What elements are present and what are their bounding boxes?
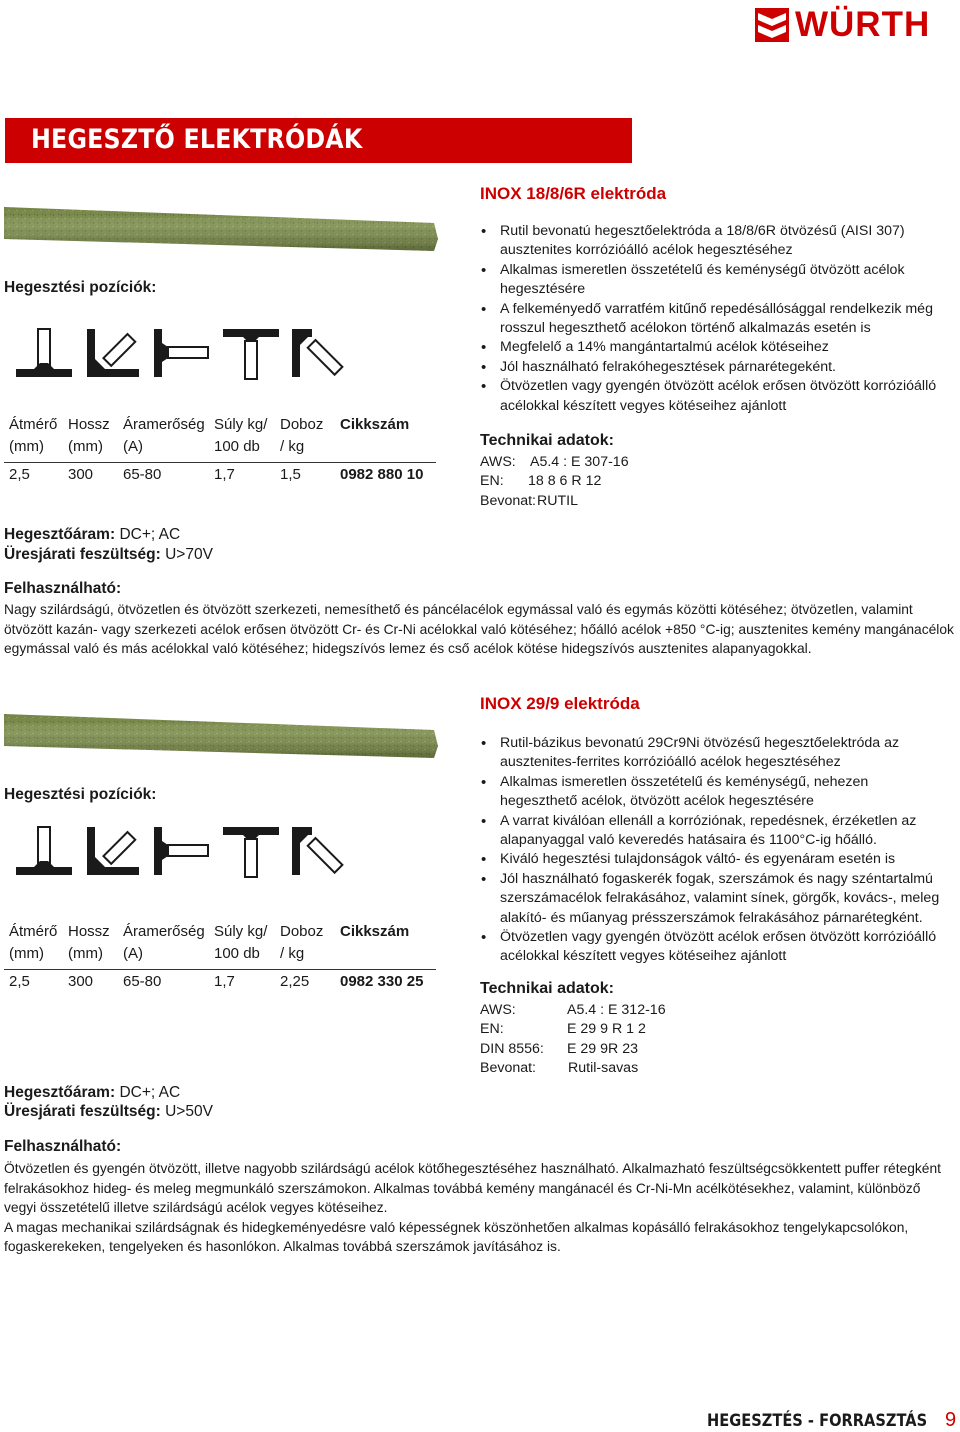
list-item: • Kiváló hegesztési tulajdonságok váltó- és egyenáram esetén is — [480, 850, 940, 869]
cell-box: 1,5 — [280, 466, 301, 483]
section-title: INOX 18/8/6R elektróda — [480, 184, 667, 203]
tech-row-en: EN: 18 8 6 R 12 — [480, 473, 602, 490]
cell-article-number: 0982 330 25 — [340, 973, 424, 990]
col-header-weight: Súly kg/ 100 db — [214, 923, 268, 962]
list-item: • Rutil bevonatú hegesztőelektróda a 18/8/6R ötvözésű (AISI 307) ausztenites korrózióálló acélok hegesztéséhez — [480, 222, 940, 261]
electrode-rod-image — [4, 205, 440, 253]
brand-name: WÜRTH — [795, 5, 931, 44]
list-item: • Rutil-bázikus bevonatú 29Cr9Ni ötvözésű hegesztőelektróda az ausztenites-ferrites korrózióálló acélok hegesztéséhez — [480, 734, 940, 773]
horizontal-fillet-position-icon — [81, 325, 145, 381]
footer-section-name: HEGESZTÉS - FORRASZTÁS — [707, 1411, 928, 1431]
page-title-bar — [5, 118, 632, 163]
usage-text: Ötvözetlen és gyengén ötvözött, illetve nagyobb szilárdságú acélok kötőhegesztéséhez használható. Alkalmazható feszültségcsökkentett puffer rétegként felrakásokhoz hideg- és meleg megmunkáló szerszámokon. Alkalmas továbbá kemény mangánacél és Cr-Ni-Mn acélkötésekhez, valamint, különböző vegyi összetételű illetve szilárdságú acélok vegyes kötéseihez. A magas mechanikai szilárdságnak és hidegkeményedésre való képességnek köszönhetően alkalmas kopásálló felrakásokhoz tengelykapcsolókon, fogaskerekeken, tengelyeken és hasonlókon. Alkalmas továbbá szerszámok javításához is. — [4, 1161, 941, 1255]
cell-current: 65-80 — [123, 973, 162, 990]
overhead-fillet-position-icon — [288, 325, 352, 381]
tech-row-en: EN: E 29 9 R 1 2 — [480, 1021, 646, 1038]
list-item: • A varrat kiválóan ellenáll a korróziónak, repedésnek, érzéketlen az alapanyaggal való keveredés hatásaira és 1100°C-ig hőálló. — [480, 812, 940, 851]
welding-positions — [12, 823, 357, 879]
cell-diameter: 2,5 — [9, 973, 30, 990]
tech-data — [480, 1001, 666, 1079]
list-item: • Ötvözetlen vagy gyengén ötvözött acélok erősen ötvözött korrózióálló acélokkal készített vegyes kötéseihez ajánlott — [480, 928, 940, 967]
list-item: • A felkeményedő varratfém kitűnő repedésállósággal rendelkezik még rosszul hegeszthető acélokon történő alkalmazás esetén is — [480, 300, 940, 339]
col-header-box: Doboz / kg — [280, 416, 324, 455]
welding-positions-label: Hegesztési pozíciók: — [4, 279, 157, 296]
overhead-position-icon — [219, 325, 283, 381]
flat-position-icon — [12, 823, 76, 879]
usage-title: Felhasználható: — [4, 1138, 122, 1155]
cell-weight: 1,7 — [214, 973, 235, 990]
list-item: • Jól használható felrakóhegesztések párnarétegeként. — [480, 358, 940, 377]
list-item: • Ötvözetlen vagy gyengén ötvözött acélok erősen ötvözött korrózióálló acélokkal készített vegyes kötéseihez ajánlott — [480, 377, 940, 416]
horizontal-fillet-position-icon — [81, 823, 145, 879]
tech-row-aws: AWS: A5.4 : E 307-16 — [480, 454, 629, 470]
tech-data-title: Technikai adatok: — [480, 432, 614, 449]
table-divider — [4, 462, 436, 463]
col-header-article: Cikkszám — [340, 416, 410, 433]
usage-text: Nagy szilárdságú, ötvözetlen és ötvözött szerkezeti, nemesíthető és páncélacélok egymással való és egymás közötti kötéséhez; ötvözetlen, valamint ötvözött kazán- vagy szerkezeti acélok erősen ötvözött Cr- és Cr-Ni acélokkal való kötéséhez; hőálló acélok +850 °C-ig; ausztenites kemény mangánacélok egymással való és más acélokkal való kötéséhez; hidegszívós lemez és cső acélok kötése hidegszívós ausztenites alapanyagokkal. — [4, 602, 954, 657]
welding-current: Hegesztőáram: DC+; AC — [4, 1084, 181, 1101]
welding-positions-label: Hegesztési pozíciók: — [4, 786, 157, 803]
feature-list — [480, 222, 940, 416]
list-item: • Alkalmas ismeretlen összetételű és keménységű, nehezen hegeszthető acélok, ötvözött acélok hegesztésére — [480, 773, 940, 812]
col-header-box: Doboz / kg — [280, 923, 324, 962]
cell-length: 300 — [68, 466, 94, 483]
cell-current: 65-80 — [123, 466, 162, 483]
tech-data-title: Technikai adatok: — [480, 980, 614, 997]
open-circuit-voltage: Üresjárati feszültség: U>50V — [4, 1103, 213, 1120]
overhead-fillet-position-icon — [288, 823, 352, 879]
page-footer — [707, 1411, 960, 1431]
page-title: HEGESZTŐ ELEKTRÓDÁK — [31, 124, 363, 155]
list-item: • Megfelelő a 14% mangántartalmú acélok kötéseihez — [480, 338, 940, 357]
spec-table — [4, 414, 436, 494]
brand-logo — [755, 6, 955, 44]
welding-positions — [12, 325, 357, 381]
overhead-position-icon — [219, 823, 283, 879]
cell-box: 2,25 — [280, 973, 310, 990]
spec-table — [4, 921, 436, 1001]
feature-list — [480, 734, 940, 967]
cell-length: 300 — [68, 973, 94, 990]
col-header-article: Cikkszám — [340, 923, 410, 940]
electrode-rod-image — [4, 712, 440, 760]
usage-title: Felhasználható: — [4, 580, 122, 597]
col-header-current: Áramerőség (A) — [123, 416, 205, 455]
wurth-logo-icon — [755, 8, 789, 42]
table-divider — [4, 969, 436, 970]
tech-row-coating: Bevonat: Rutil-savas — [480, 1060, 639, 1077]
list-item: • Jól használható fogaskerék fogak, szerszámok és nagy széntartalmú szerszámacélok felrakásához, valamint sínek, görgők, kovács-, meleg alakító- és műanyag présszerszámok felrakásához párnarétegként. — [480, 870, 940, 928]
list-item: • Alkalmas ismeretlen összetételű és keménységű ötvözött acélok hegesztésére — [480, 261, 940, 300]
cell-article-number: 0982 880 10 — [340, 466, 424, 483]
col-header-length: Hossz (mm) — [68, 416, 110, 455]
page-number: 9 — [945, 1409, 957, 1431]
col-header-current: Áramerőség (A) — [123, 923, 205, 962]
vertical-position-icon — [150, 325, 214, 381]
col-header-length: Hossz (mm) — [68, 923, 110, 962]
cell-diameter: 2,5 — [9, 466, 30, 483]
flat-position-icon — [12, 325, 76, 381]
col-header-weight: Súly kg/ 100 db — [214, 416, 268, 455]
tech-data — [480, 453, 629, 511]
section-title: INOX 29/9 elektróda — [480, 694, 640, 713]
welding-current: Hegesztőáram: DC+; AC — [4, 526, 181, 543]
tech-row-din: DIN 8556: E 29 9R 23 — [480, 1040, 638, 1057]
col-header-diameter: Átmérő (mm) — [9, 416, 58, 455]
col-header-diameter: Átmérő (mm) — [9, 923, 58, 962]
vertical-position-icon — [150, 823, 214, 879]
open-circuit-voltage: Üresjárati feszültség: U>70V — [4, 546, 213, 563]
cell-weight: 1,7 — [214, 466, 235, 483]
tech-row-aws: AWS: A5.4 : E 312-16 — [480, 1002, 666, 1018]
tech-row-coating: Bevonat: RUTIL — [480, 492, 578, 509]
